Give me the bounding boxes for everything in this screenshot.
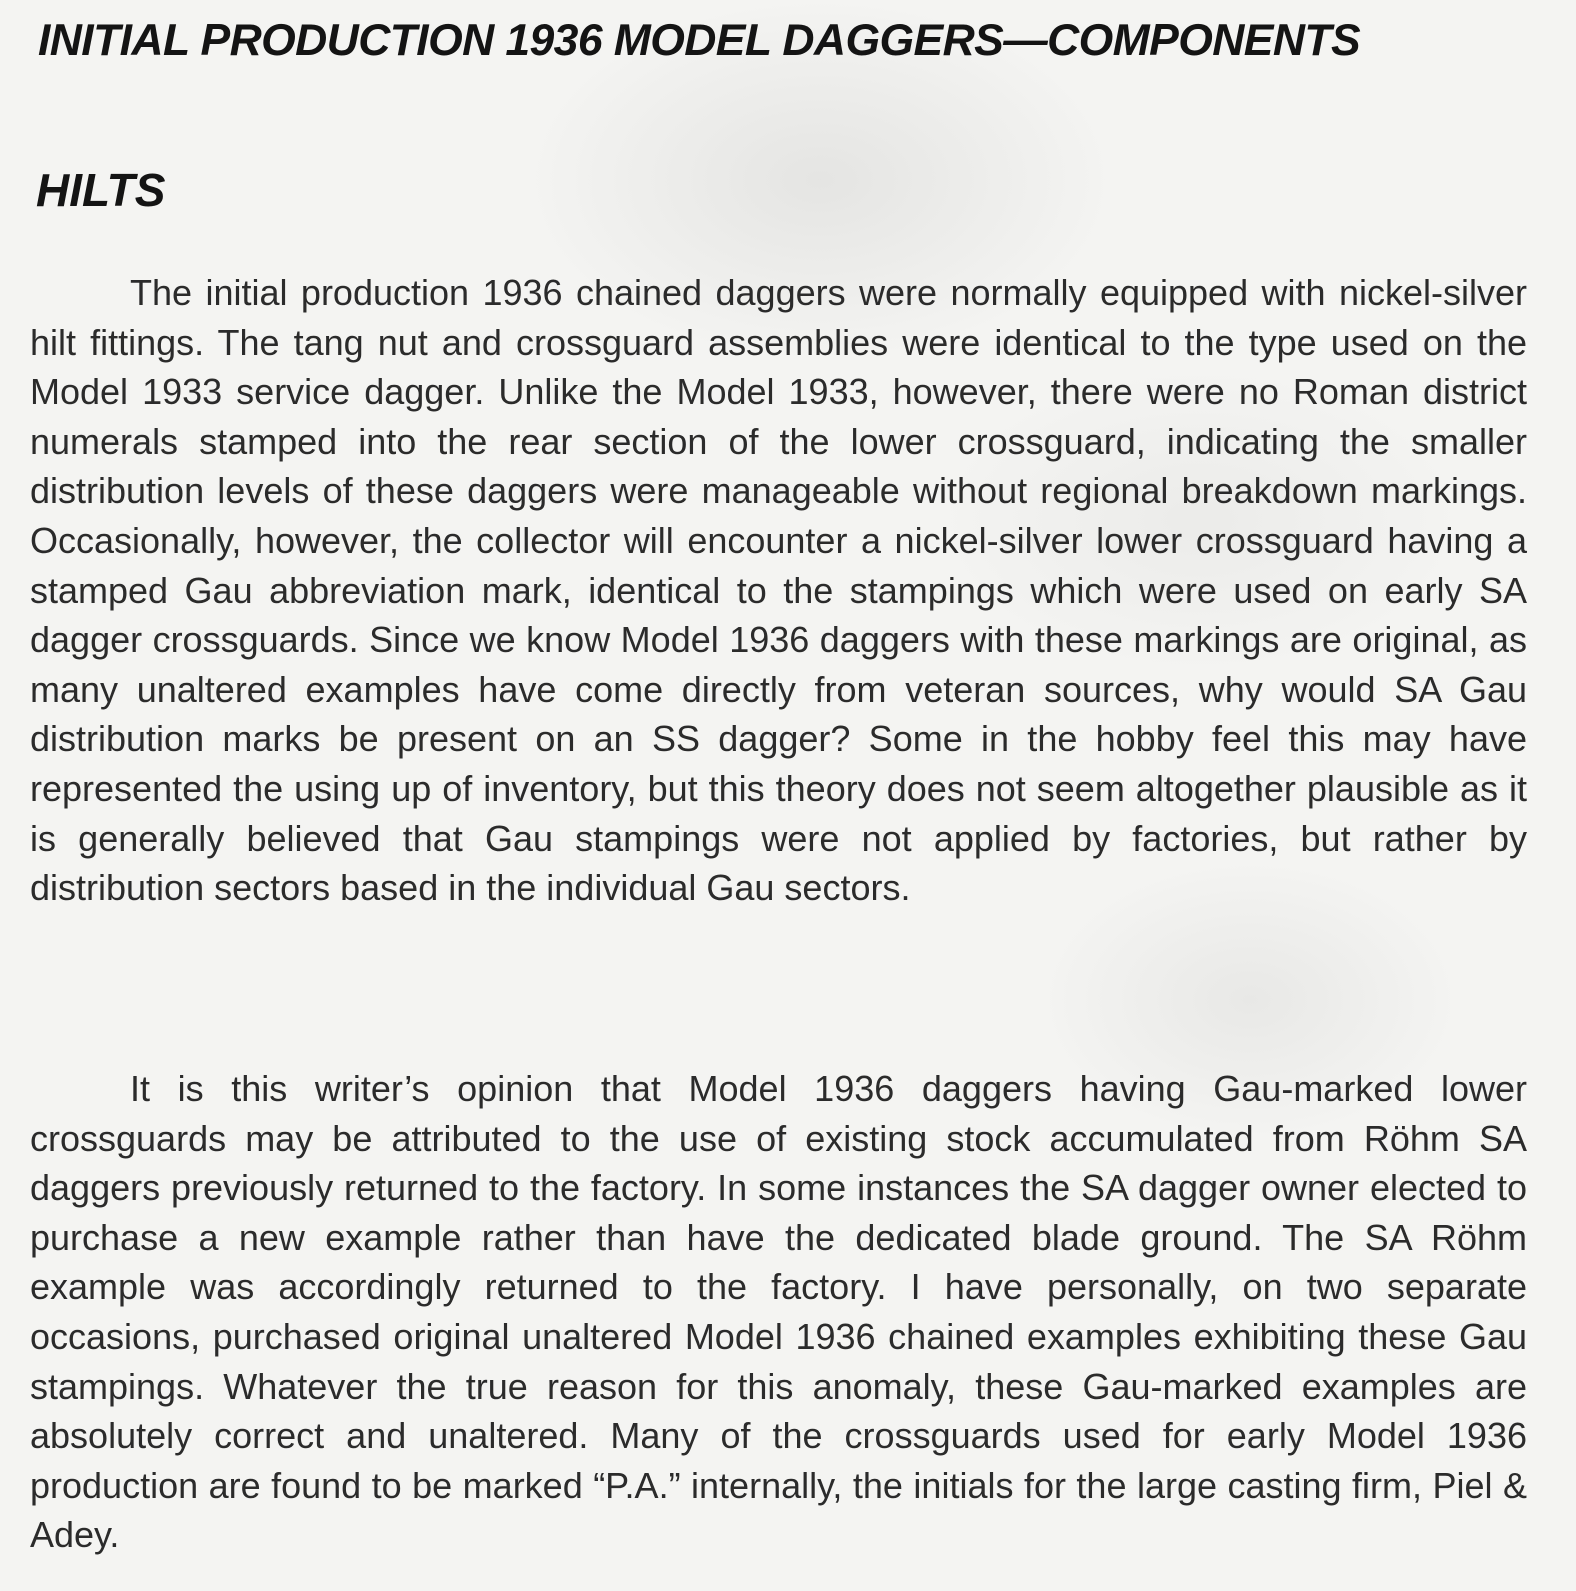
body-paragraph-2: It is this writer’s opinion that Model 1936 daggers having Gau-marked lower crossguards may be attributed to the use of existing stock accumulated from Röhm SA daggers previously returned to the factory. In some instances the SA dagger owner elected to purchase a new example rather than have the dedicated blade ground. The SA Röhm example was accordingly returned to the factory. I have personally, on two separate occasions, purchased original unaltered Model 1936 chained examples exhibiting these Gau stampings. Whatever the true reason for this anomaly, these Gau-marked examples are absolutely correct and unaltered. Many of the crossguards used for early Model 1936 production are found to be marked “P.A.” internally, the initials for the large casting firm, Piel & Adey. xyxy=(30,1068,1527,1556)
page-title: INITIAL PRODUCTION 1936 MODEL DAGGERS—COMPONENTS xyxy=(38,16,1361,65)
section-heading-hilts: HILTS xyxy=(36,164,166,216)
body-paragraph-1: The initial production 1936 chained daggers were normally equipped with nickel-silver hilt fittings. The tang nut and crossguard assemblies were identical to the type used on the Model 1933 service dagger. Unlike the Model 1933, however, there were no Roman district numerals stamped into the rear section of the lower crossguard, indicating the smaller distribution levels of these daggers were manageable without regional breakdown markings. Occasionally, however, the collector will encounter a nickel-silver lower crossguard having a stamped Gau abbreviation mark, identical to the stampings which were used on early SA dagger crossguards. Since we know Model 1936 daggers with these markings are original, as many unaltered examples have come directly from veteran sources, why would SA Gau distribution marks be present on an SS dagger? Some in the hobby feel this may have represented the using up of inventory, but this theory does not seem altogether plausible as it is generally believed that Gau stampings were not applied by factories, but rather by distribution sectors based in the individual Gau sectors. xyxy=(30,272,1527,909)
